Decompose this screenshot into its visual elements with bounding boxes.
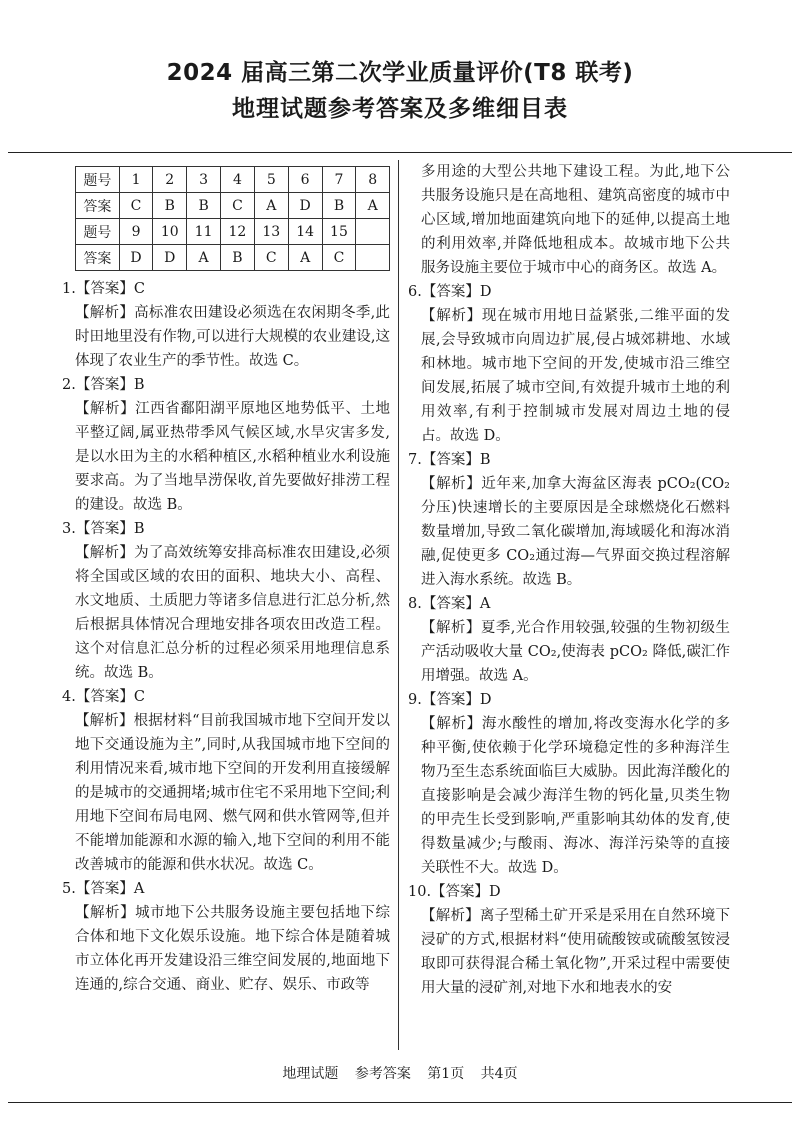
bottom-divider bbox=[8, 1102, 792, 1103]
answer-table-cell: B bbox=[187, 193, 221, 219]
answer-table-cell: 9 bbox=[119, 219, 153, 245]
answer-heading: 5.【答案】A bbox=[62, 881, 145, 897]
footer-page: 第1页 bbox=[427, 1066, 465, 1082]
answer-heading: 4.【答案】C bbox=[62, 689, 145, 705]
question-item bbox=[62, 517, 390, 685]
answer-heading: 7.【答案】B bbox=[408, 452, 491, 468]
answer-table-cell: 4 bbox=[221, 167, 255, 193]
answer-table-cell: 11 bbox=[187, 219, 221, 245]
footer-type: 参考答案 bbox=[354, 1066, 411, 1082]
answer-table-cell: 5 bbox=[254, 167, 288, 193]
page-footer bbox=[0, 1063, 800, 1083]
question-item bbox=[408, 880, 730, 1000]
right-items bbox=[408, 160, 730, 1000]
question-item bbox=[62, 277, 390, 373]
explanation-text: 多用途的大型公共地下建设工程。为此,地下公共服务设施只是在高地租、建筑高密度的城市中心区域,增加地面建筑向地下的延伸,以提高土地的利用效率,并降低地租成本。故城市地下公共服务设施主要位于城市中心的商务区。故选 A。 bbox=[421, 164, 730, 276]
explanation-text: 【解析】近年来,加拿大海盆区海表 pCO₂(CO₂ 分压)快速增长的主要原因是全球燃烧化石燃料数量增加,导致二氧化碳增加,海域暖化和海冰消融,促使更多 CO₂通过海—气界面交换过程溶解进入海水系统。故选 B。 bbox=[421, 476, 730, 588]
question-item bbox=[408, 280, 730, 448]
answer-heading: 3.【答案】B bbox=[62, 521, 145, 537]
answer-table-header-cell: 题号 bbox=[76, 219, 120, 245]
answer-table-cell: 10 bbox=[153, 219, 187, 245]
answer-table-cell: B bbox=[322, 193, 356, 219]
question-item bbox=[62, 877, 390, 997]
column-divider bbox=[398, 160, 399, 1050]
answer-table-header-cell: 答案 bbox=[76, 245, 120, 271]
question-item bbox=[62, 373, 390, 517]
answer-table-header-cell: 答案 bbox=[76, 193, 120, 219]
left-items bbox=[62, 277, 390, 997]
answer-table-cell: D bbox=[153, 245, 187, 271]
answer-table-row bbox=[76, 193, 390, 219]
answer-table-cell: B bbox=[221, 245, 255, 271]
answer-table-cell: A bbox=[254, 193, 288, 219]
explanation-text: 【解析】离子型稀土矿开采是采用在自然环境下浸矿的方式,根据材料“使用硫酸铵或硫酸氢铵浸取即可获得混合稀土氧化物”,开采过程中需要使用大量的浸矿剂,对地下水和地表水的安 bbox=[421, 908, 730, 996]
answer-table-cell: C bbox=[254, 245, 288, 271]
answer-table-cell: B bbox=[153, 193, 187, 219]
question-item bbox=[408, 160, 730, 280]
explanation-text: 【解析】为了高效统筹安排高标准农田建设,必须将全国或区域的农田的面积、地块大小、高程、水文地质、土质肥力等诸多信息进行汇总分析,然后根据具体情况合理地安排各项农田改造工程。这个对信息汇总分析的过程必须采用地理信息系统。故选 B。 bbox=[75, 545, 390, 681]
explanation-text: 【解析】城市地下公共服务设施主要包括地下综合体和地下文化娱乐设施。地下综合体是随着城市立体化再开发建设沿三维空间发展的,地面地下连通的,综合交通、商业、贮存、娱乐、市政等 bbox=[75, 905, 390, 993]
question-item bbox=[408, 448, 730, 592]
answer-table-cell: 7 bbox=[322, 167, 356, 193]
answer-table bbox=[75, 166, 390, 271]
answer-table-cell: 6 bbox=[288, 167, 322, 193]
answer-heading: 9.【答案】D bbox=[408, 692, 492, 708]
question-item bbox=[408, 592, 730, 688]
answer-heading: 10.【答案】D bbox=[408, 884, 501, 900]
answer-table-cell: 3 bbox=[187, 167, 221, 193]
question-item bbox=[408, 688, 730, 880]
right-column bbox=[408, 160, 730, 1000]
answer-table-row bbox=[76, 245, 390, 271]
answer-heading: 2.【答案】B bbox=[62, 377, 145, 393]
page-title: 2024 届高三第二次学业质量评价(T8 联考) bbox=[166, 60, 634, 86]
answer-heading: 1.【答案】C bbox=[62, 281, 145, 297]
explanation-text: 【解析】根据材料“目前我国城市地下空间开发以地下交通设施为主”,同时,从我国城市地下空间的利用情况来看,城市地下空间的开发利用直接缓解的是城市的交通拥堵;城市住宅不采用地下空间;利用地下空间布局电网、燃气网和供水管网等,但并不能增加能源和水源的输入,地下空间的利用不能改善城市的能源和供水状况。故选 C。 bbox=[75, 713, 390, 873]
answer-table-cell: A bbox=[356, 193, 390, 219]
answer-table-cell: C bbox=[322, 245, 356, 271]
answer-table-cell: 2 bbox=[153, 167, 187, 193]
answer-table-row bbox=[76, 219, 390, 245]
top-divider bbox=[8, 152, 792, 153]
explanation-text: 【解析】江西省鄱阳湖平原地区地势低平、土地平整辽阔,属亚热带季风气候区域,水旱灾害多发,是以水田为主的水稻种植区,水稻种植业水利设施要求高。为了当地旱涝保收,首先要做好排涝工程的建设。故选 B。 bbox=[75, 401, 390, 513]
left-column bbox=[62, 160, 390, 997]
answer-table-cell: C bbox=[119, 193, 153, 219]
answer-heading: 8.【答案】A bbox=[408, 596, 491, 612]
answer-heading: 6.【答案】D bbox=[408, 284, 492, 300]
page-subtitle: 地理试题参考答案及多维细目表 bbox=[232, 96, 568, 122]
explanation-text: 【解析】夏季,光合作用较强,较强的生物初级生产活动吸收大量 CO₂,使海表 pCO₂ 降低,碳汇作用增强。故选 A。 bbox=[421, 620, 730, 684]
answer-table-cell: 1 bbox=[119, 167, 153, 193]
answer-table-header-cell: 题号 bbox=[76, 167, 120, 193]
answer-table-cell: D bbox=[288, 193, 322, 219]
answer-table-cell bbox=[356, 219, 390, 245]
answer-table-cell: A bbox=[187, 245, 221, 271]
answer-table-cell: A bbox=[288, 245, 322, 271]
explanation-text: 【解析】海水酸性的增加,将改变海水化学的多种平衡,使依赖于化学环境稳定性的多种海洋生物乃至生态系统面临巨大威胁。因此海洋酸化的直接影响是会减少海洋生物的钙化量,贝类生物的甲壳生长受到影响,严重影响其幼体的发育,使得数量减少;与酸雨、海冰、海洋污染等的直接关联性不大。故选 D。 bbox=[421, 716, 730, 876]
answer-table-cell: 13 bbox=[254, 219, 288, 245]
answer-table-cell: C bbox=[221, 193, 255, 219]
answer-table-row bbox=[76, 167, 390, 193]
answer-table-cell bbox=[356, 245, 390, 271]
explanation-text: 【解析】高标准农田建设必须选在农闲期冬季,此时田地里没有作物,可以进行大规模的农业建设,这体现了农业生产的季节性。故选 C。 bbox=[75, 305, 390, 369]
footer-subject: 地理试题 bbox=[282, 1066, 339, 1082]
explanation-text: 【解析】现在城市用地日益紧张,二维平面的发展,会导致城市向周边扩展,侵占城郊耕地、水域和林地。城市地下空间的开发,使城市沿三维空间发展,拓展了城市空间,有效提升城市土地的利用效率,有利于控制城市发展对周边土地的侵占。故选 D。 bbox=[421, 308, 730, 444]
answer-table-cell: 14 bbox=[288, 219, 322, 245]
answer-table-cell: 15 bbox=[322, 219, 356, 245]
question-item bbox=[62, 685, 390, 877]
answer-table-cell: D bbox=[119, 245, 153, 271]
answer-table-cell: 8 bbox=[356, 167, 390, 193]
footer-total: 共4页 bbox=[480, 1066, 518, 1082]
answer-table-cell: 12 bbox=[221, 219, 255, 245]
